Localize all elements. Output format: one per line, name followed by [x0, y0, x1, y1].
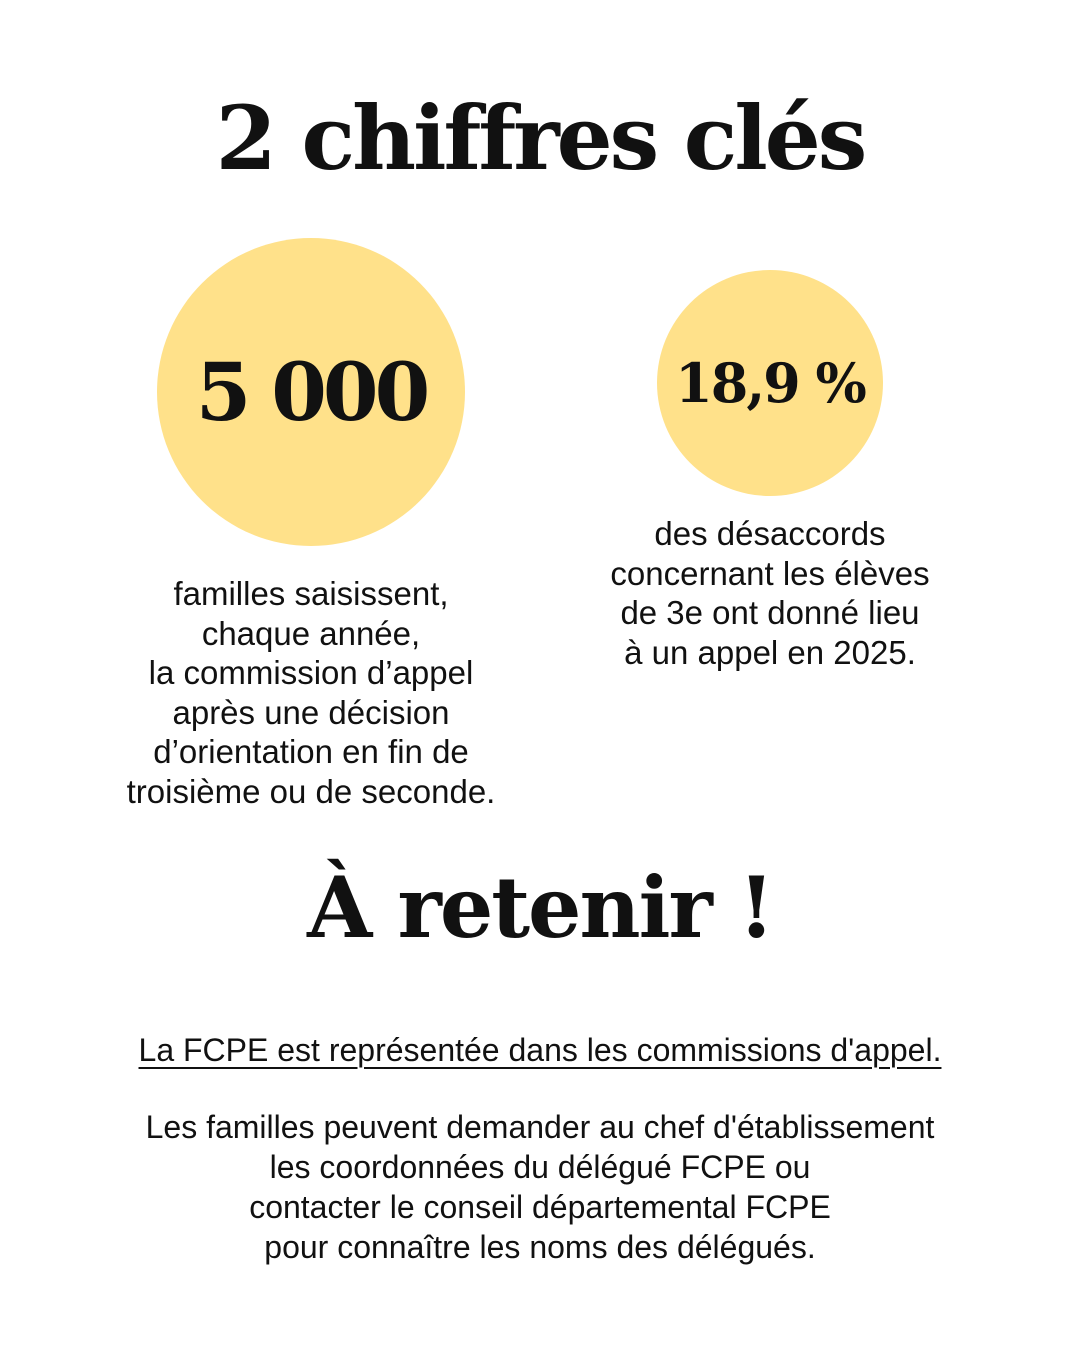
info-paragraph: Les familles peuvent demander au chef d'établissement les coordonnées du délégué FCPE ou contacter le conseil départemental FCPE pour connaître les noms des délégués. [145, 1109, 935, 1265]
stat-circle-families [157, 238, 465, 546]
page-title: 2 chiffres clés [215, 86, 865, 190]
stat-value-percentage: 18,9 % [675, 351, 865, 415]
section-title: À retenir ! [307, 858, 773, 957]
highlight-statement [0, 1030, 1080, 1070]
stat-caption-percentage: des désaccords concernant les élèves de 3e ont donné lieu à un appel en 2025. [610, 515, 930, 671]
stat-value-families: 5 000 [195, 345, 427, 439]
highlight-statement-text: La FCPE est représentée dans les commissions d'appel. [138, 1032, 942, 1068]
stat-caption-families: familles saisissent, chaque année, la commission d’appel après une décision d’orientation en fin de troisième ou de seconde. [126, 575, 496, 810]
stat-circle-percentage [657, 270, 883, 496]
